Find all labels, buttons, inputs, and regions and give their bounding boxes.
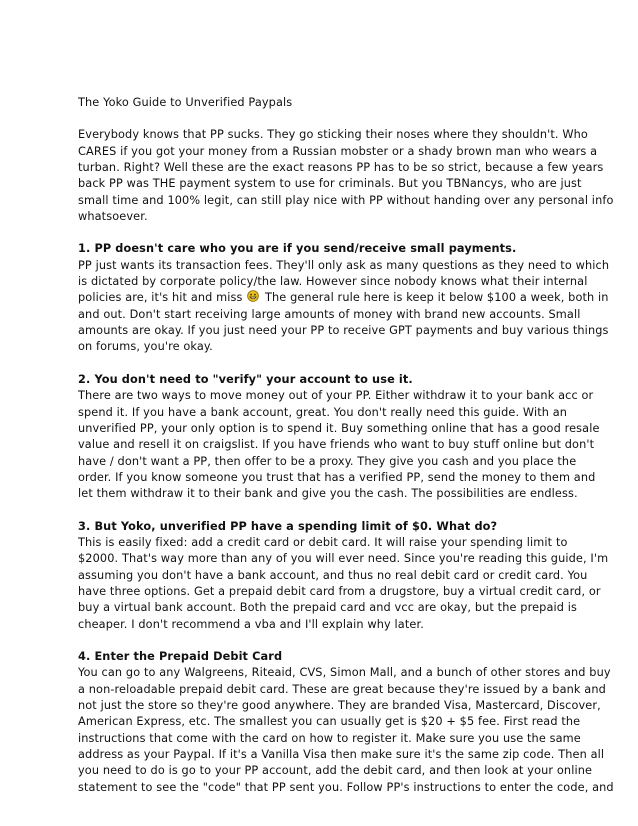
text-fragment: policies are, it's hit and miss	[78, 291, 243, 305]
text-line: address as your Paypal. If it's a Vanilla Visa then make sure it's the same zip code. Then all	[78, 748, 605, 762]
text-line: There are two ways to move money out of your PP. Either withdraw it to your bank acc or	[78, 389, 594, 403]
text-line: and out. Don't start receiving large amounts of money with brand new accounts. Small	[78, 307, 581, 321]
text-line: PP just wants its transaction fees. They'll only ask as many questions as they need to which	[78, 258, 610, 272]
text-line-with-emoticon	[78, 290, 609, 306]
text-fragment: The general rule here is keep it below $100 a week, both in	[264, 291, 609, 305]
section-1	[78, 241, 610, 355]
text-line: assuming you don't have a bank account, and thus no real debit card or credit card. You	[78, 568, 588, 582]
text-line: cheaper. I don't recommend a vba and I'll explain why later.	[78, 617, 424, 631]
text-line: amounts are okay. If you just need your PP to receive GPT payments and buy various things	[78, 324, 609, 338]
text-line: $2000. That's way more than any of you will ever need. Since you're reading this guide, I'm	[78, 552, 609, 566]
text-line: instructions that come with the card on how to register it. Make sure you use the same	[78, 731, 581, 745]
text-line: unverified PP, your only option is to spend it. Buy something online that has a good resale	[78, 421, 600, 435]
section-heading: 1. PP doesn't care who you are if you send/receive small payments.	[78, 242, 517, 256]
grin-emoticon-icon	[247, 290, 259, 302]
text-line: on forums, you're okay.	[78, 340, 213, 354]
text-line: back PP was THE payment system to use for criminals. But you TBNancys, who are just	[78, 177, 582, 191]
intro-paragraph	[78, 127, 614, 225]
text-line: spend it. If you have a bank account, great. You don't really need this guide. With an	[78, 405, 568, 419]
section-2	[78, 372, 600, 503]
text-line: have / don't want a PP, then offer to be a proxy. They give you cash and you place the	[78, 454, 577, 468]
text-line: buy a virtual bank account. Both the prepaid card and vcc are okay, but the prepaid is	[78, 601, 578, 615]
text-line: Everybody knows that PP sucks. They go sticking their noses where they shouldn't. Who	[78, 128, 588, 142]
text-line: a non-reloadable prepaid debit card. These are great because they're issued by a bank and	[78, 682, 606, 696]
section-4	[78, 649, 614, 796]
section-heading: 4. Enter the Prepaid Debit Card	[78, 649, 283, 663]
text-line: You can go to any Walgreens, Riteaid, CVS, Simon Mall, and a bunch of other stores and buy	[78, 666, 611, 680]
text-line: you need to do is go to your PP account, add the debit card, and then look at your online	[78, 764, 593, 778]
text-line: statement to see the "code" that PP sent you. Follow PP's instructions to enter the code, and	[78, 780, 614, 794]
section-heading: 3. But Yoko, unverified PP have a spending limit of $0. What do?	[78, 519, 498, 533]
text-line: This is easily fixed: add a credit card or debit card. It will raise your spending limit to	[78, 535, 568, 549]
text-line: turban. Right? Well these are the exact reasons PP has to be so strict, because a few years	[78, 161, 604, 175]
section-3	[78, 519, 609, 633]
text-line: have three options. Get a prepaid debit card from a drugstore, buy a virtual credit card, or	[78, 584, 601, 598]
text-line: not just the store so they're good anywhere. They are branded Visa, Mastercard, Discover,	[78, 699, 601, 712]
document-page	[78, 95, 614, 812]
text-line: order. If you know someone you trust that has a verified PP, send the money to them and	[78, 470, 596, 484]
text-line: American Express, etc. The smallest you can usually get is $20 + $5 fee. First read the	[78, 715, 581, 729]
text-line: whatsoever.	[78, 210, 148, 224]
text-line: CARES if you got your money from a Russian mobster or a shady brown man who wears a	[78, 144, 598, 158]
document-title: The Yoko Guide to Unverified Paypals	[78, 96, 293, 109]
text-line: value and resell it on craigslist. If you have friends who want to buy stuff online but don't	[78, 438, 595, 452]
text-line: let them withdraw it to their bank and give you the cash. The possibilities are endless.	[78, 487, 578, 501]
section-heading: 2. You don't need to "verify" your account to use it.	[78, 372, 413, 386]
text-line: small time and 100% legit, can still play nice with PP without handing over any personal info	[78, 193, 614, 207]
text-line: is dictated by corporate policy/the law. However since nobody knows what their internal	[78, 275, 588, 289]
